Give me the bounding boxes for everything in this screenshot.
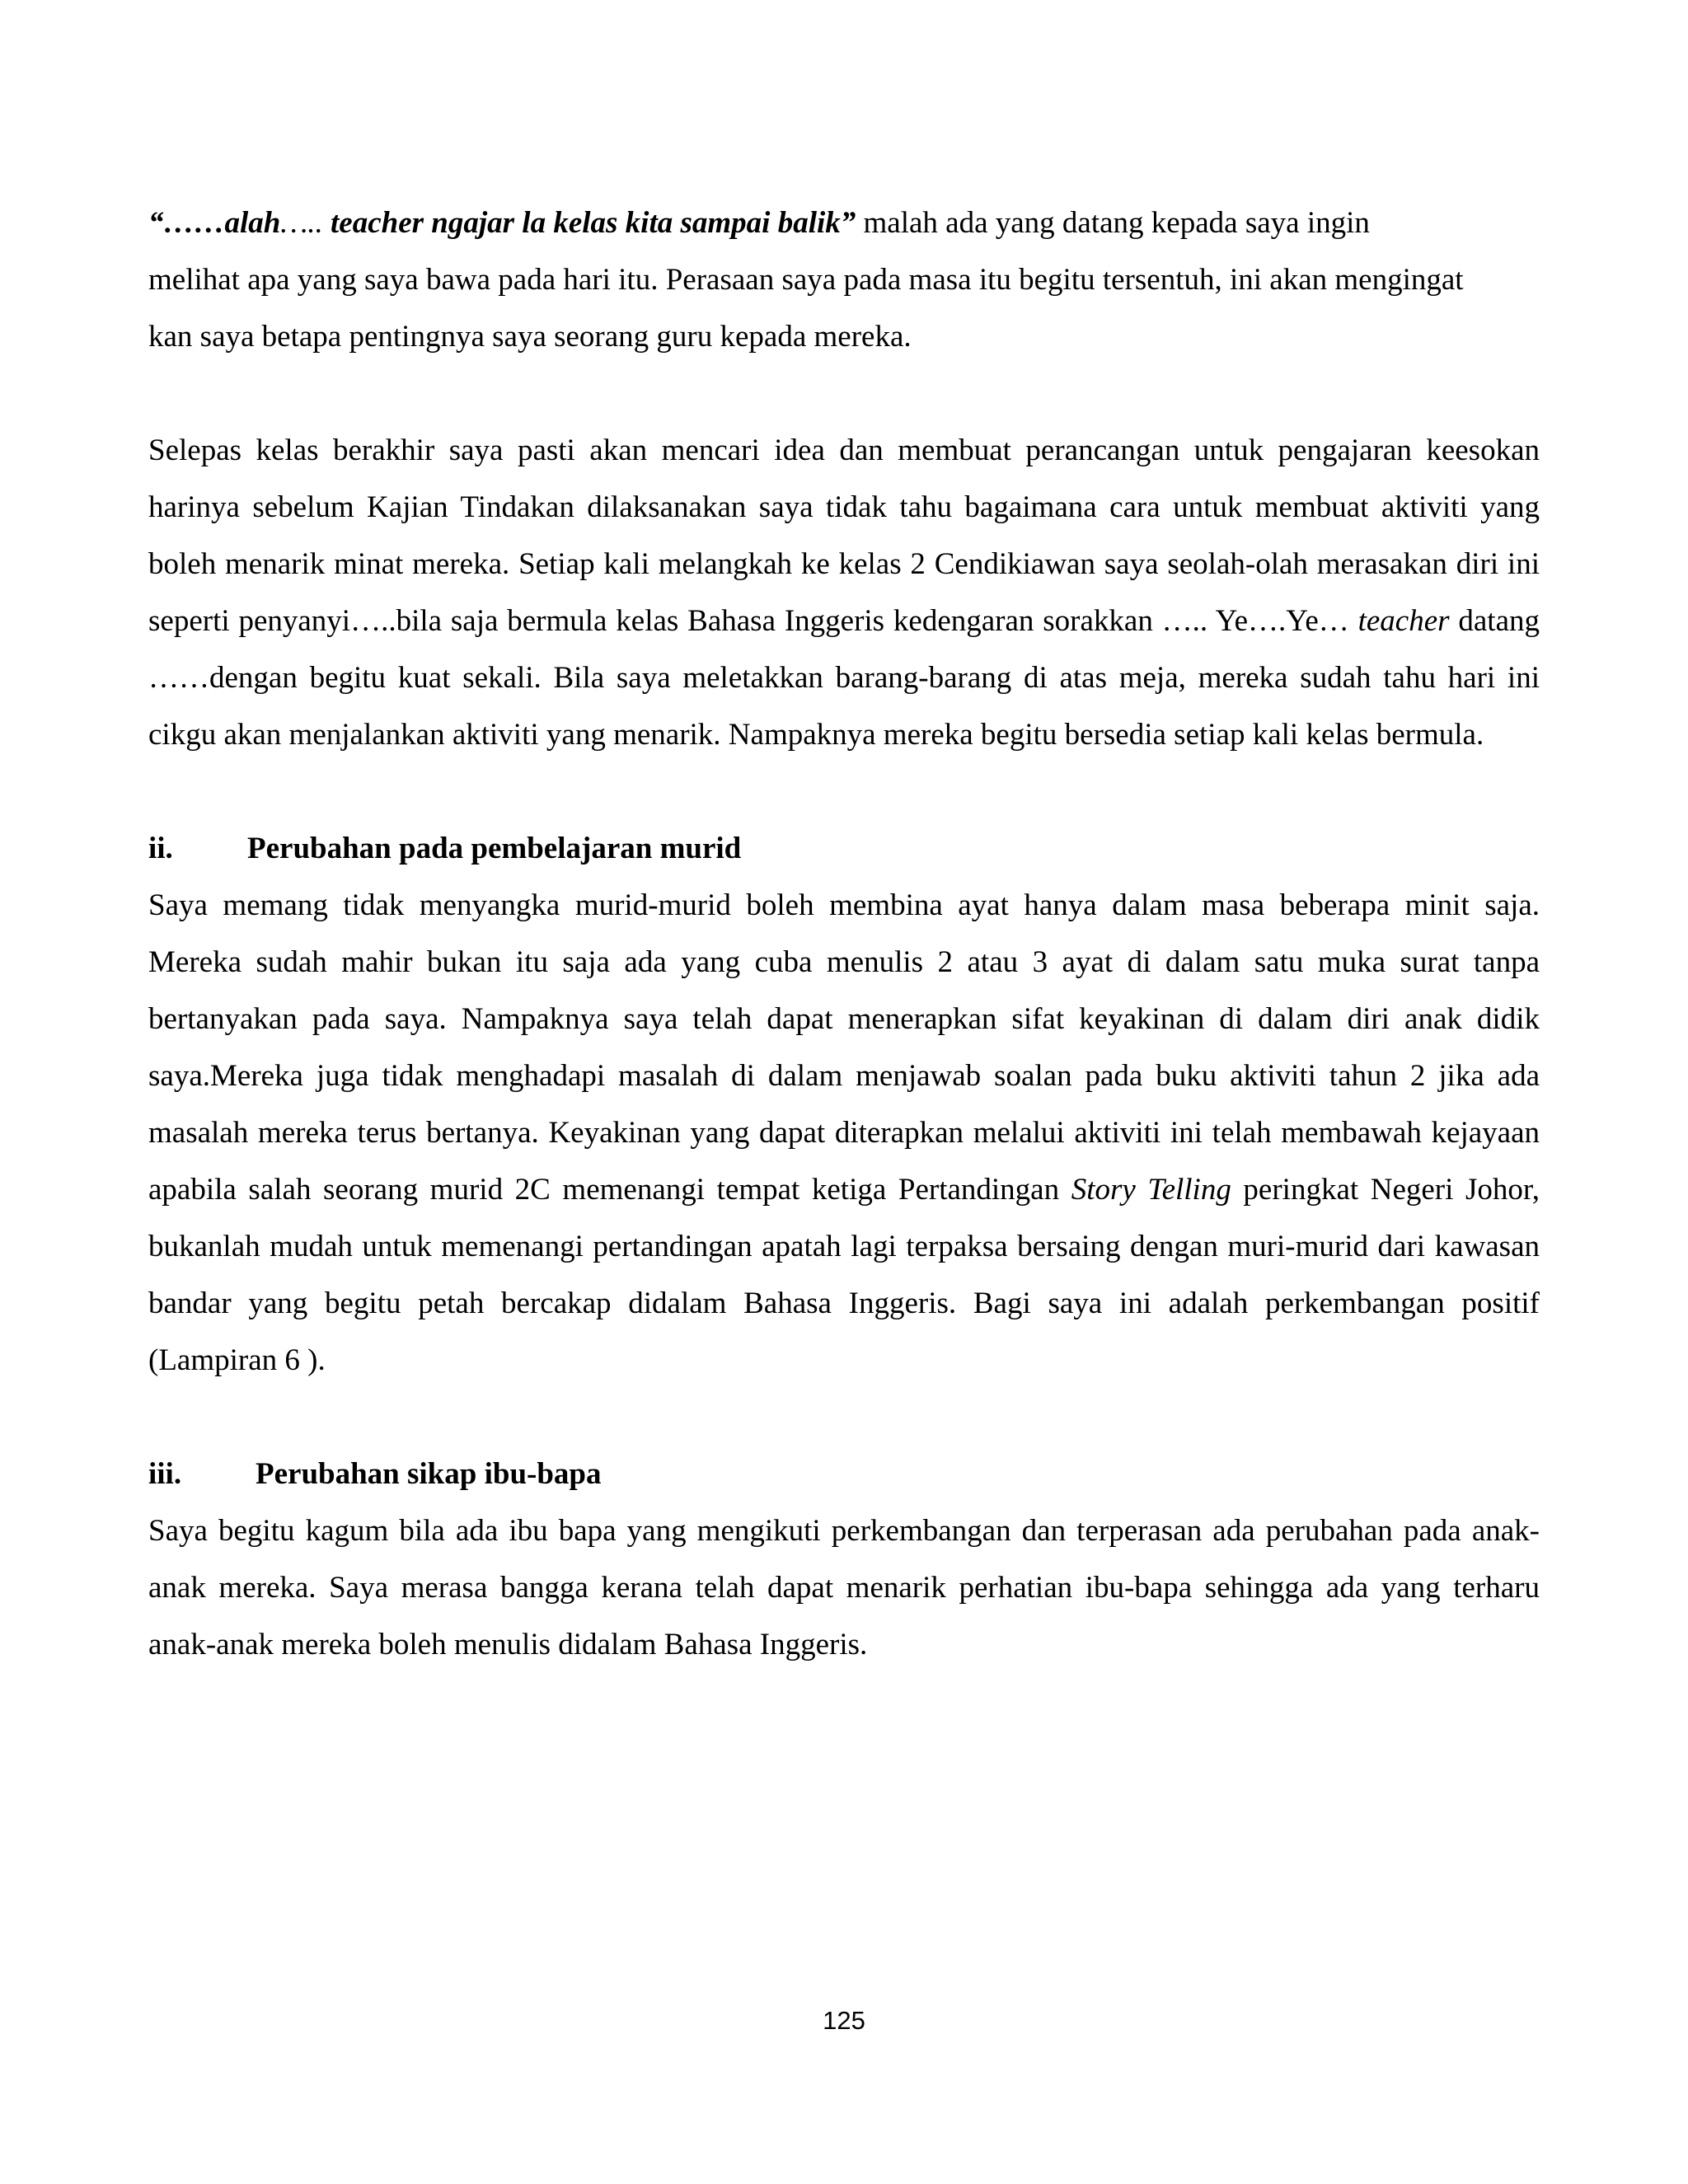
section-ii-title: Perubahan pada pembelajaran murid — [247, 832, 742, 865]
quote-dots: ….. — [280, 206, 323, 240]
page-body — [148, 194, 1540, 1673]
section-ii-body — [148, 877, 1540, 1389]
section-ii-part1: Saya memang tidak menyangka murid-murid boleh membina ayat hanya dalam masa beberapa minit saja. Mereka sudah mahir bukan itu saja ada yang cuba menulis 2 atau 3 ayat di dalam satu muka surat tanpa bertanyakan pada saya. Nampaknya saya telah dapat menerapkan sifat keyakinan di dalam diri anak didik saya.Mereka juga tidak menghadapi masalah di dalam menjawab soalan pada buku aktiviti tahun 2 jika ada masalah mereka terus bertanya. Keyakinan yang dapat diterapkan melalui aktiviti ini telah membawah kejayaan apabila salah seorang murid 2C memenangi tempat ketiga Pertandingan — [148, 888, 1540, 1207]
paragraph-class-activity — [148, 422, 1540, 763]
quote-open: “…… — [148, 206, 225, 240]
section-ii-number: ii. — [148, 832, 173, 865]
paragraph-quote — [148, 194, 1467, 365]
quote-text: teacher ngajar la kelas kita sampai balik” — [322, 206, 856, 240]
story-telling-term: Story Telling — [1071, 1173, 1231, 1207]
section-iii-heading — [148, 1446, 1540, 1502]
paragraph-quote-rest: malah ada yang datang kepada saya ingin melihat apa yang saya bawa pada hari itu. Perasaan saya pada masa itu begitu tersentuh, ini akan mengingat kan saya betapa pentingnya saya seorang guru kepada mereka. — [148, 206, 1464, 354]
paragraph-gap — [148, 763, 1540, 820]
paragraph-class-part2: datang ……dengan begitu kuat sekali. Bila saya meletakkan barang-barang di atas meja, mereka sudah tahu hari ini cikgu akan menjalankan aktiviti yang menarik. Nampaknya mereka begitu bersedia setiap kali kelas bermula. — [148, 604, 1540, 752]
paragraph-gap — [148, 1389, 1540, 1446]
quote-alah: alah — [224, 206, 281, 240]
paragraph-gap — [148, 365, 1540, 422]
page-number: 125 — [823, 2006, 865, 2035]
section-iii-number: iii. — [148, 1457, 182, 1491]
section-ii-part2: peringkat Negeri Johor, bukanlah mudah untuk memenangi pertandingan apatah lagi terpaksa bersaing dengan muri-murid dari kawasan bandar yang begitu petah bercakap didalam Bahasa Inggeris. Bagi saya ini adalah perkembangan positif (Lampiran 6 ). — [148, 1173, 1540, 1377]
section-iii-body: Saya begitu kagum bila ada ibu bapa yang mengikuti perkembangan dan terperasan ada perubahan pada anak-anak mereka. Saya merasa bangga kerana telah dapat menarik perhatian ibu-bapa sehingga ada yang terharu anak-anak mereka boleh menulis didalam Bahasa Inggeris. — [148, 1514, 1540, 1661]
teacher-word: teacher — [1357, 604, 1450, 638]
section-iii-title: Perubahan sikap ibu-bapa — [256, 1457, 602, 1491]
paragraph-class-part1: Selepas kelas berakhir saya pasti akan mencari idea dan membuat perancangan untuk pengajaran keesokan harinya sebelum Kajian Tindakan dilaksanakan saya tidak tahu bagaimana cara untuk membuat aktiviti yang boleh menarik minat mereka. Setiap kali melangkah ke kelas 2 Cendikiawan saya seolah-olah merasakan diri ini seperti penyanyi…..bila saja bermula kelas Bahasa Inggeris kedengaran sorakkan ….. Ye….Ye… — [148, 434, 1540, 638]
section-ii-heading — [148, 820, 1540, 877]
